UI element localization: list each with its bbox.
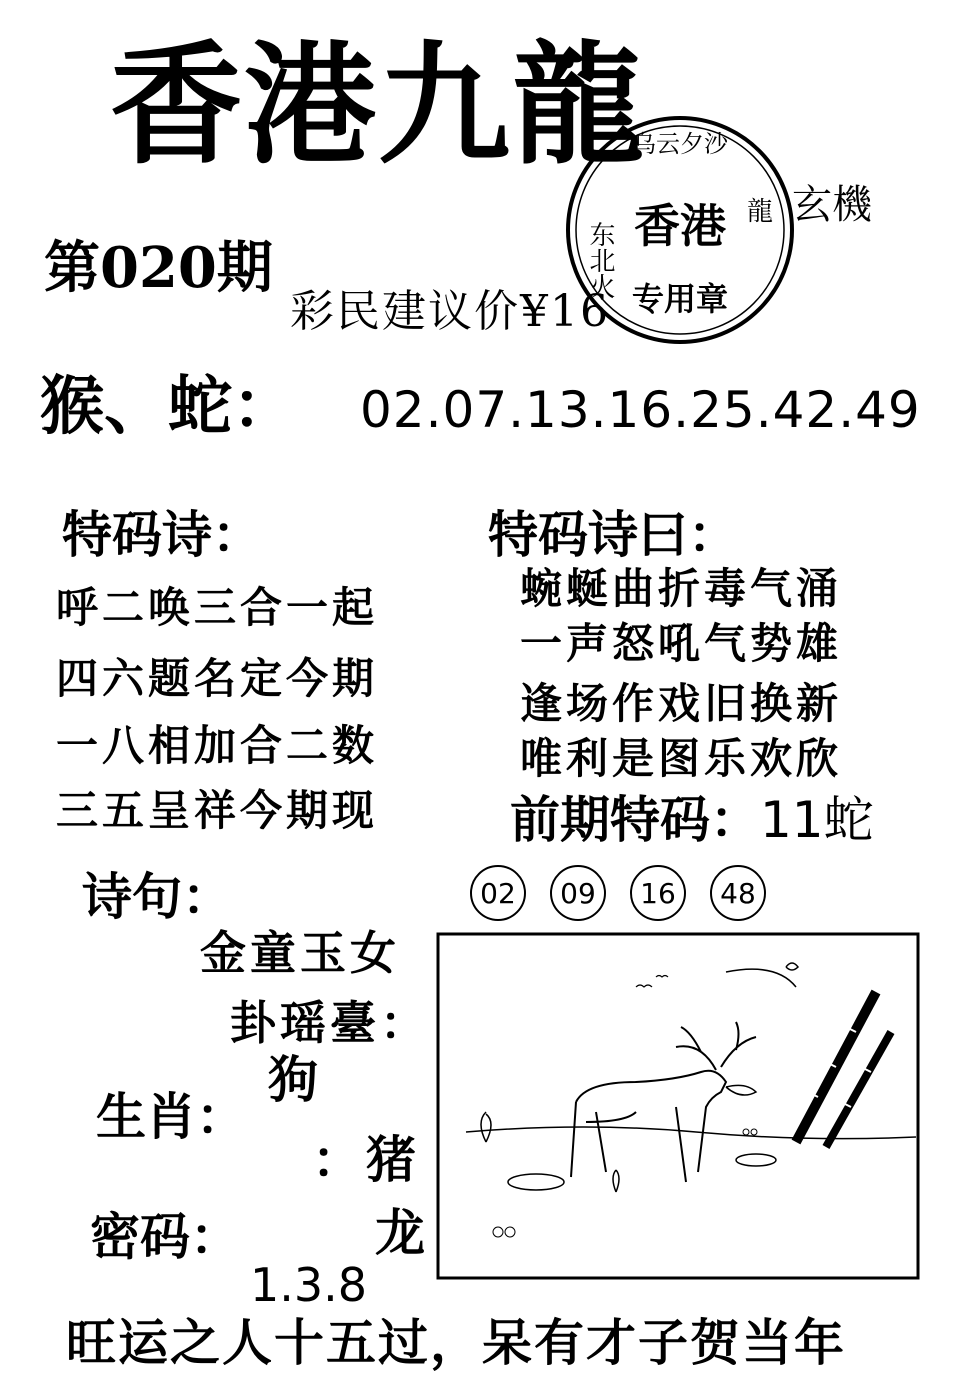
- left-poem-line-1: 呼二唤三合一起: [56, 583, 379, 632]
- verse-label: 诗句：: [82, 867, 232, 926]
- circled-number: 48: [710, 865, 766, 921]
- shengxiao-item-2: ：猪: [312, 1130, 420, 1189]
- right-poem-title: 特码诗曰：: [488, 505, 738, 564]
- right-poem-line-4: 唯利是图乐欢欣: [520, 734, 843, 783]
- svg-text:乌云夕沙: 乌云夕沙: [632, 130, 728, 158]
- deer-illustration: [436, 932, 920, 1280]
- right-poem-line-3: 逢场作戏旧换新: [520, 679, 843, 728]
- svg-text:龍: 龍: [746, 197, 774, 227]
- circled-number: 02: [470, 865, 526, 921]
- left-poem-line-4: 三五呈祥今期现: [56, 786, 379, 835]
- right-poem-line-2: 一声怒吼气势雄: [520, 619, 843, 668]
- svg-text:专用章: 专用章: [631, 280, 729, 318]
- previous-special-code: [510, 790, 874, 849]
- right-poem-line-1: 蜿蜒曲折毒气涌: [520, 564, 843, 613]
- zodiac-numbers: 02.07.13.16.25.42.49: [360, 381, 921, 439]
- shengxiao-item-1: 狗: [268, 1050, 322, 1109]
- svg-text:东北火: 东北火: [585, 221, 615, 299]
- deer-scene-graphic: [436, 932, 920, 1280]
- svg-text:香港: 香港: [634, 199, 726, 253]
- verse-line-2: 卦瑶臺：: [230, 996, 430, 1050]
- zodiac-label: 猴、蛇：: [40, 369, 296, 444]
- suggested-price: 彩民建议价¥16: [290, 286, 610, 337]
- flyer-title: 香港九龍: [110, 28, 646, 183]
- previous-circled-numbers: [470, 865, 766, 921]
- shengxiao-label: 生肖：: [96, 1087, 246, 1146]
- issue-number: 第020期: [44, 235, 273, 301]
- footer-verse: 旺运之人十五过，呆有才子贺当年: [66, 1313, 846, 1372]
- mima-label: 密码：: [90, 1207, 240, 1266]
- left-poem-title: 特码诗：: [62, 505, 262, 564]
- verse-line-1: 金童玉女: [200, 926, 400, 980]
- circled-number: 16: [630, 865, 686, 921]
- circled-number: 09: [550, 865, 606, 921]
- left-poem-line-3: 一八相加合二数: [56, 721, 379, 770]
- left-poem-line-2: 四六题名定今期: [56, 654, 379, 703]
- previous-value: 11蛇: [760, 791, 874, 849]
- mima-numbers: 1.3.8: [250, 1258, 368, 1312]
- previous-label: 前期特码：: [510, 790, 760, 849]
- stamp-side-text: 玄機: [792, 182, 872, 228]
- mima-extra: 龙: [375, 1203, 429, 1262]
